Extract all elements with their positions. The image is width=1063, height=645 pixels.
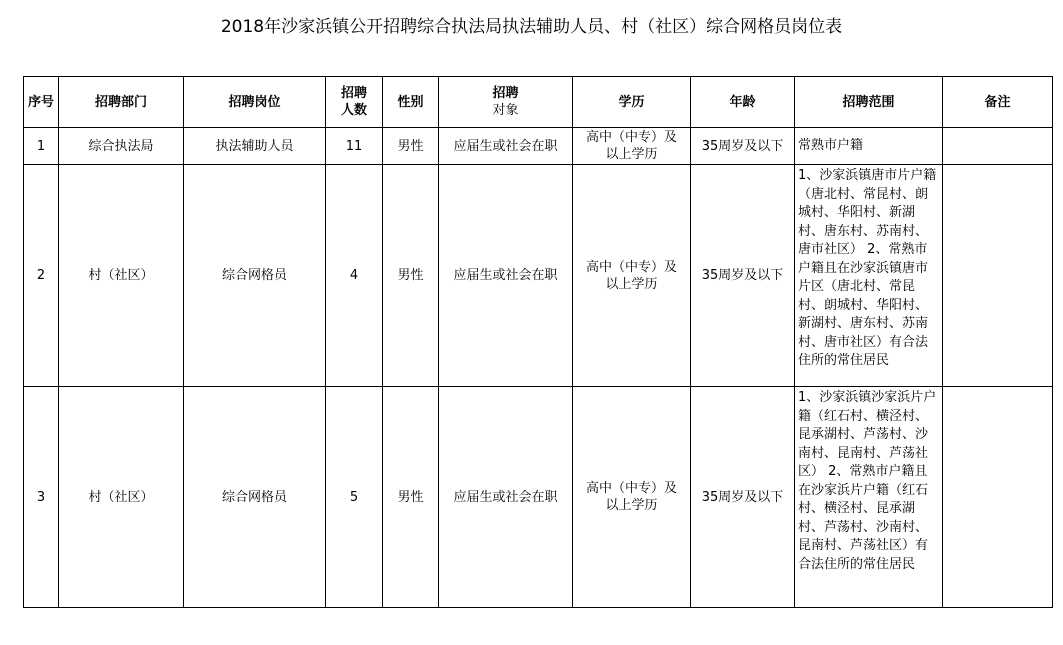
cell-education-line1: 高中（中专）及 [585, 259, 677, 275]
cell-target: 应届生或社会在职 [439, 128, 573, 165]
cell-position: 综合网格员 [184, 165, 326, 387]
cell-scope: 常熟市户籍 [795, 128, 943, 165]
header-gender: 性别 [383, 77, 439, 128]
header-target [439, 77, 573, 128]
cell-dept: 村（社区） [59, 165, 184, 387]
cell-education [573, 128, 691, 165]
cell-gender: 男性 [383, 128, 439, 165]
cell-gender: 男性 [383, 387, 439, 608]
cell-education-line2: 以上学历 [605, 498, 658, 513]
cell-age: 35周岁及以下 [691, 128, 795, 165]
header-dept: 招聘部门 [59, 77, 184, 128]
recruitment-table [23, 76, 1053, 608]
cell-education-line2: 以上学历 [605, 147, 658, 162]
header-scope: 招聘范围 [795, 77, 943, 128]
cell-count: 4 [326, 165, 383, 387]
cell-dept: 综合执法局 [59, 128, 184, 165]
cell-seq: 3 [24, 387, 59, 608]
cell-remark [943, 387, 1053, 608]
cell-gender: 男性 [383, 165, 439, 387]
cell-position: 综合网格员 [184, 387, 326, 608]
cell-education-line1: 高中（中专）及 [585, 481, 677, 496]
table-row [24, 128, 1053, 165]
table-header-row [24, 77, 1053, 128]
header-age: 年龄 [691, 77, 795, 128]
cell-scope: 1、沙家浜镇唐市片户籍（唐北村、常昆村、朗城村、华阳村、新湖村、唐东村、苏南村、唐市社区） 2、常熟市户籍且在沙家浜镇唐市片区（唐北村、常昆村、朗城村、华阳村、新湖村、唐东村、苏南村、唐市社区）有合法住所的常住居民 [795, 165, 943, 387]
table-row [24, 387, 1053, 608]
cell-target: 应届生或社会在职 [439, 387, 573, 608]
header-target-line1: 招聘 [492, 86, 519, 101]
cell-count: 5 [326, 387, 383, 608]
cell-education [573, 387, 691, 608]
cell-age: 35周岁及以下 [691, 387, 795, 608]
header-seq: 序号 [24, 77, 59, 128]
cell-education-line1: 高中（中专）及 [585, 130, 677, 145]
cell-scope: 1、沙家浜镇沙家浜片户籍（红石村、横泾村、昆承湖村、芦荡村、沙南村、昆南村、芦荡社区） 2、常熟市户籍且在沙家浜片户籍（红石村、横泾村、昆承湖村、芦荡村、沙南村、昆南村、芦荡社区）有合法住所的常住居民 [795, 387, 943, 608]
cell-age: 35周岁及以下 [691, 165, 795, 387]
header-target-line2: 对象 [492, 103, 519, 118]
header-count-line1: 招聘 [340, 86, 367, 101]
cell-education [573, 165, 691, 387]
header-count [326, 77, 383, 128]
cell-count: 11 [326, 128, 383, 165]
cell-target: 应届生或社会在职 [439, 165, 573, 387]
header-remark: 备注 [943, 77, 1053, 128]
cell-position: 执法辅助人员 [184, 128, 326, 165]
header-position: 招聘岗位 [184, 77, 326, 128]
header-count-line2: 人数 [340, 103, 367, 118]
cell-remark [943, 128, 1053, 165]
table-row [24, 165, 1053, 387]
header-education: 学历 [573, 77, 691, 128]
cell-seq: 2 [24, 165, 59, 387]
cell-remark [943, 165, 1053, 387]
cell-dept: 村（社区） [59, 387, 184, 608]
cell-education-line2: 以上学历 [605, 276, 658, 292]
cell-seq: 1 [24, 128, 59, 165]
document-title: 2018年沙家浜镇公开招聘综合执法局执法辅助人员、村（社区）综合网格员岗位表 [220, 17, 843, 37]
